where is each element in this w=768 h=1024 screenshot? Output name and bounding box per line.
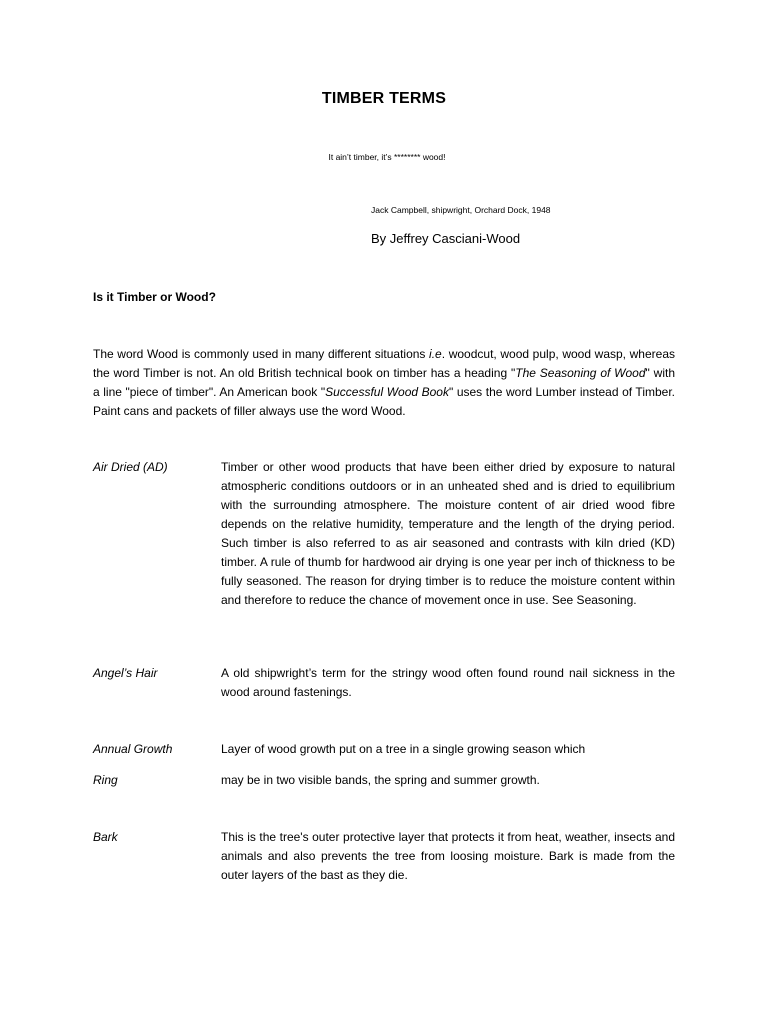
intro-text-2: . woodcut, wood pulp, wood wasp, whereas the word Timber is not. An old British technical book on timber has a heading " (93, 347, 676, 380)
book-title-successful-wood: Successful Wood Book (325, 385, 449, 399)
glossary-definition: may be in two visible bands, the spring and summer growth. (221, 773, 540, 787)
glossary-term: Ring (93, 773, 118, 787)
book-title-seasoning: The Seasoning of Wood (515, 366, 646, 380)
glossary-term: Air Dried (AD) (93, 460, 168, 474)
intro-text-1: The word Wood is commonly used in many different situations (93, 347, 430, 361)
glossary-term: Angel’s Hair (93, 666, 158, 680)
glossary-definition: A old shipwright’s term for the stringy wood often found round nail sickness in the wood around fastenings. (221, 666, 675, 699)
glossary-term: Annual Growth (93, 742, 173, 756)
glossary-definition: Layer of wood growth put on a tree in a single growing season which (221, 742, 586, 756)
glossary-definition: Timber or other wood products that have been either dried by exposure to natural atmospheric conditions outdoors or in an unheated shed and is dried to equilibrium with the surrounding atmosphere. The moisture content of air dried wood fibre depends on the relative humidity, temperature and the length of the drying period. Such timber is also referred to as air seasoned and contrasts with kiln dried (KD) timber. A rule of thumb for hardwood air drying is one year per inch of thickness to be fully seasoned. The reason for drying timber is to reduce the moisture content within and therefore to reduce the chance of movement once in use. See Seasoning. (221, 460, 675, 607)
section-heading: Is it Timber or Wood? (93, 290, 216, 304)
intro-paragraph (93, 345, 675, 421)
glossary-term: Bark (93, 830, 118, 844)
epigraph: It ain’t timber, it’s ******** wood! (328, 152, 446, 162)
intro-text-4: " uses the word Lumber instead of Timber. Paint cans and packets of filler always use the word Wood. (93, 385, 675, 418)
author-byline: By Jeffrey Casciani-Wood (371, 231, 521, 246)
intro-text-3: " with a line "piece of timber". An American book " (93, 366, 675, 399)
epigraph-attribution: Jack Campbell, shipwright, Orchard Dock, 1948 (371, 205, 551, 215)
document-title: TIMBER TERMS (321, 90, 447, 107)
glossary-definition: This is the tree's outer protective layer that protects it from heat, weather, insects and animals and also prevents the tree from loosing moisture. Bark is made from the outer layers of the bast as they die. (221, 830, 675, 882)
intro-ie: i.e (429, 347, 442, 361)
